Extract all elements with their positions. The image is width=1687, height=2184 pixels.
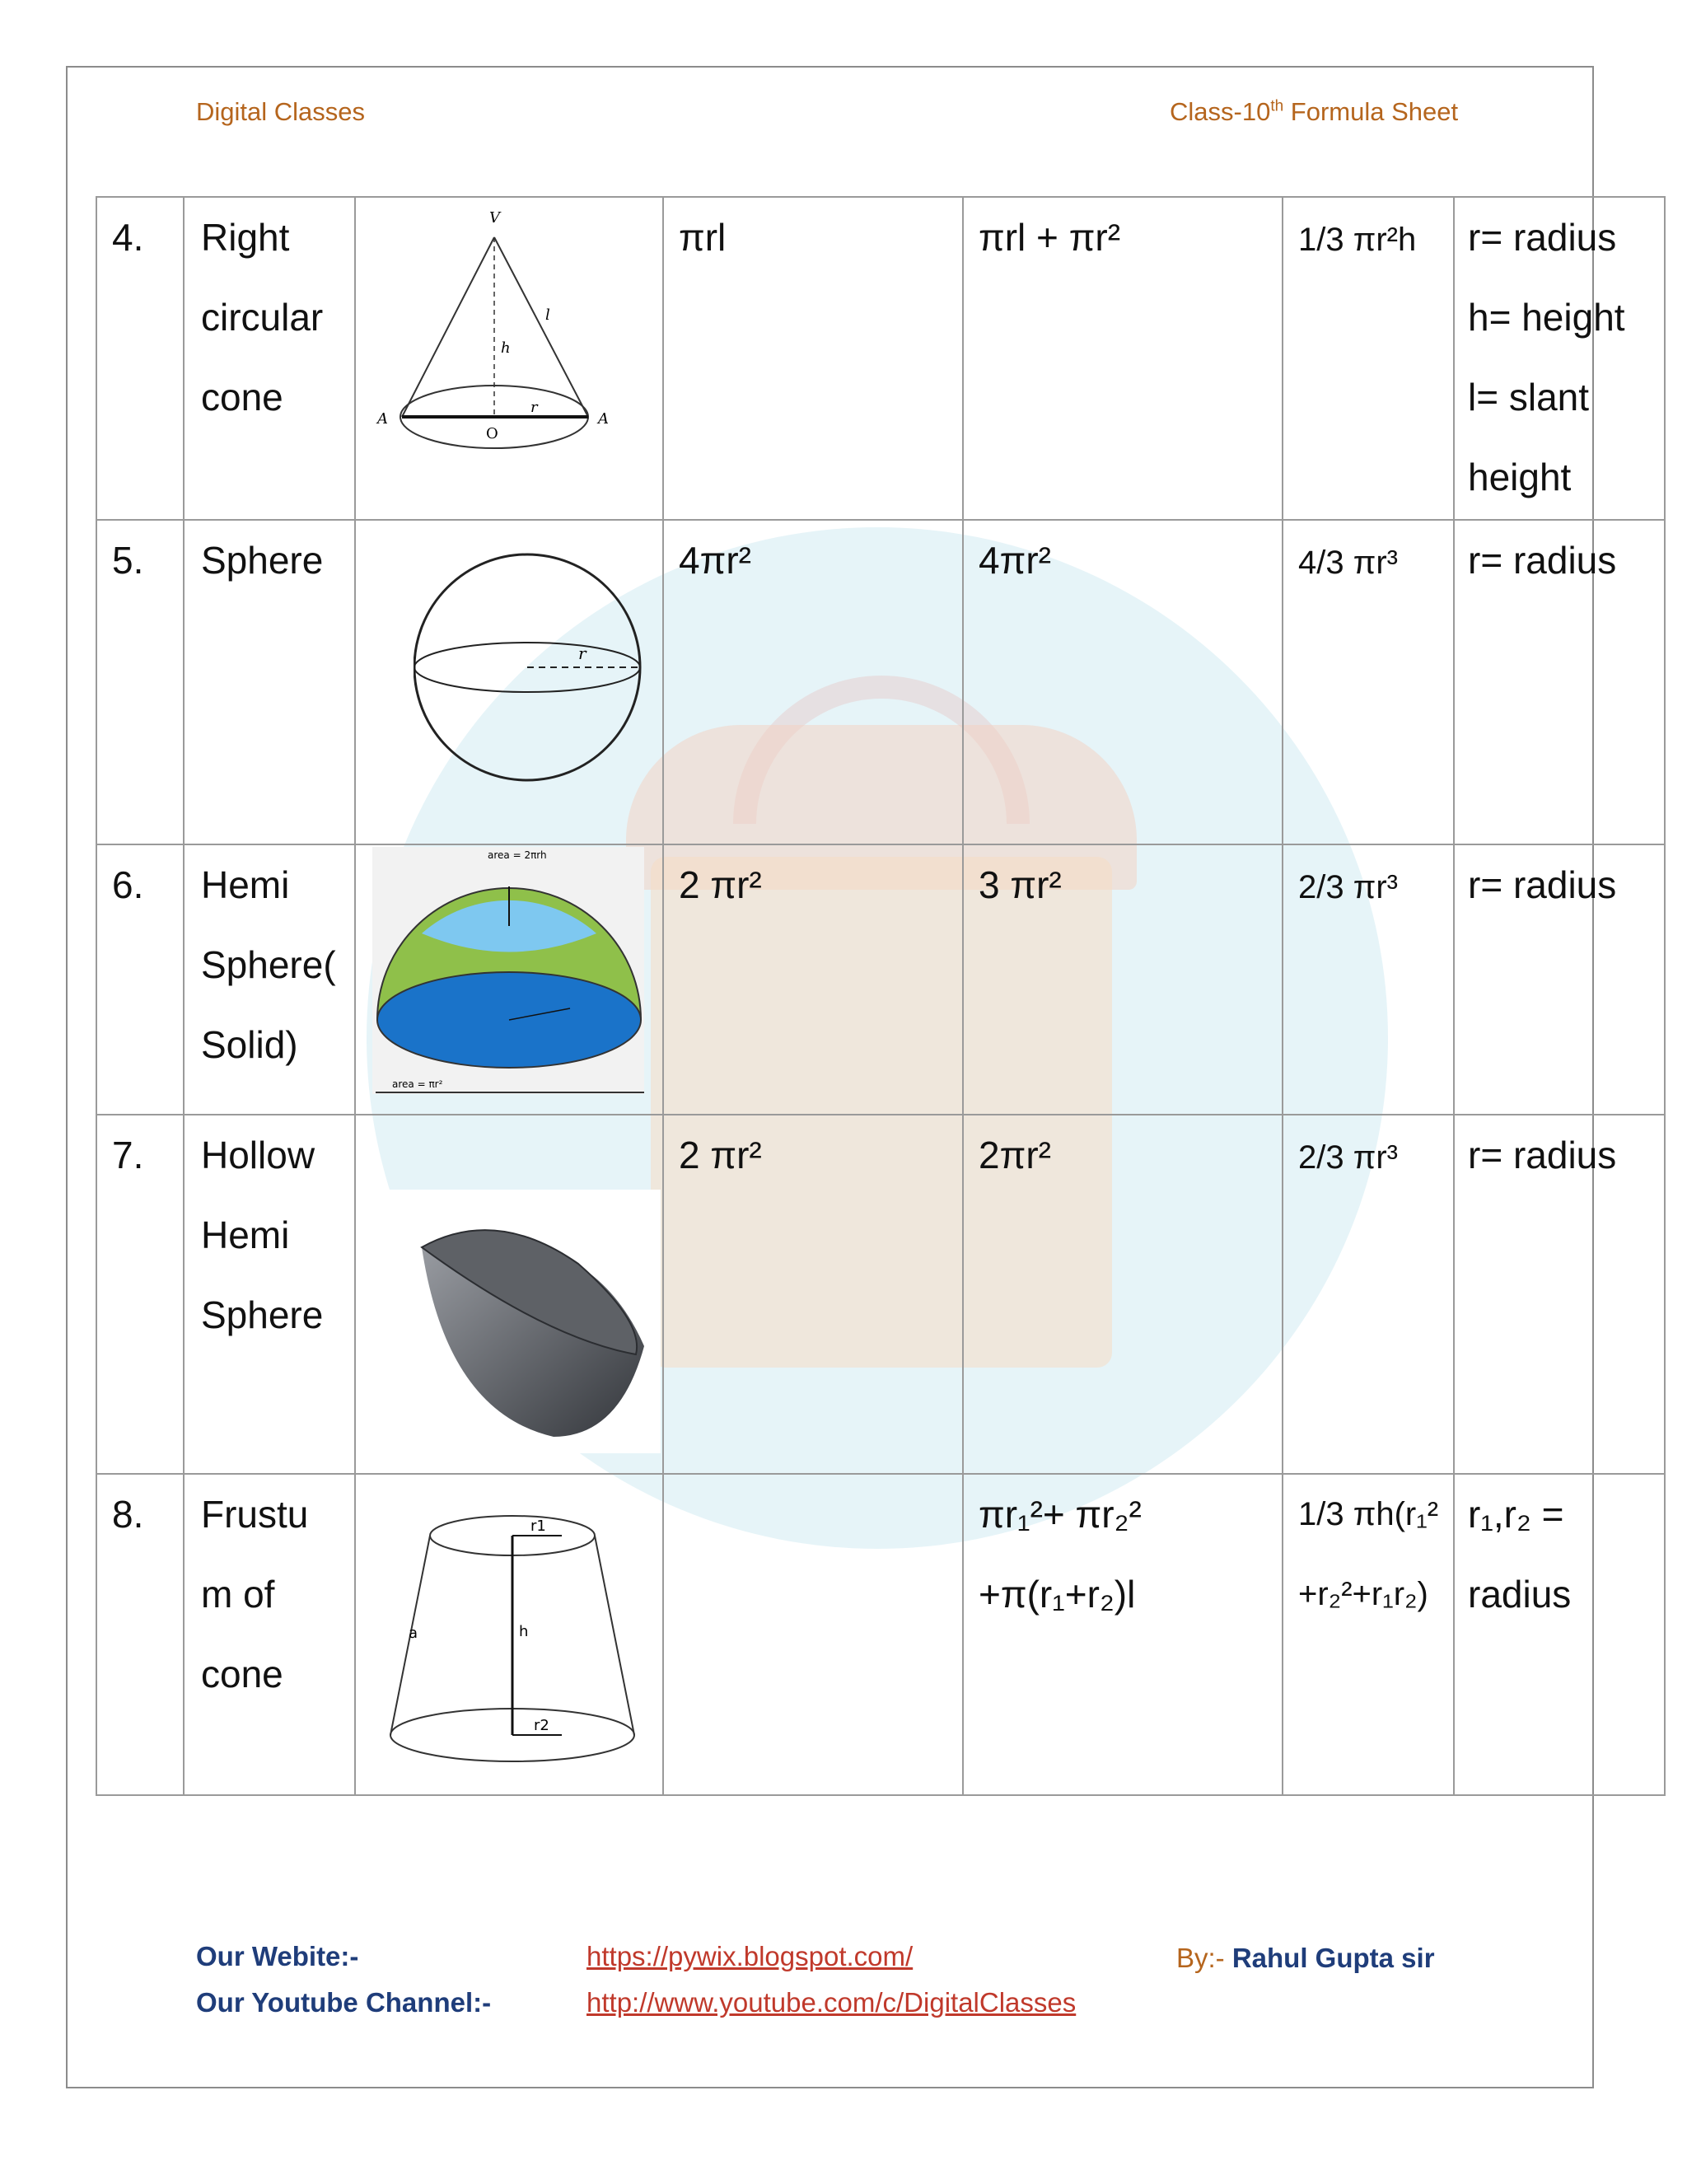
total-surface-area: 4πr² — [963, 520, 1283, 844]
row-number: 4. — [96, 197, 184, 520]
hollow-hemisphere-figure — [355, 1115, 663, 1474]
shape-name: Frustu m of cone — [184, 1474, 355, 1795]
svg-text:area = πr²: area = πr² — [392, 1078, 443, 1090]
row-number: 6. — [96, 844, 184, 1115]
svg-text:area = 2πrh: area = 2πrh — [488, 849, 547, 861]
svg-text:r: r — [578, 643, 586, 663]
variables: r= radius — [1454, 1115, 1665, 1474]
svg-text:V: V — [489, 209, 500, 227]
table-row — [96, 1115, 1665, 1474]
sheet-title: Class-10th Formula Sheet — [1170, 97, 1459, 126]
total-surface-area: 3 πr² — [963, 844, 1283, 1115]
table-row — [96, 520, 1665, 844]
hollow-hemisphere-icon — [372, 1190, 661, 1461]
volume: 1/3 πh(r₁² +r₂²+r₁r₂) — [1283, 1474, 1454, 1795]
brand-name: Digital Classes — [196, 97, 366, 126]
svg-text:O: O — [486, 425, 498, 442]
row-number: 7. — [96, 1115, 184, 1474]
frustum-figure — [355, 1474, 663, 1795]
total-surface-area: πr₁²+ πr₂² +π(r₁+r₂)l — [963, 1474, 1283, 1795]
row-number: 5. — [96, 520, 184, 844]
svg-text:h: h — [501, 339, 511, 357]
total-surface-area: 2πr² — [963, 1115, 1283, 1474]
volume: 2/3 πr³ — [1283, 1115, 1454, 1474]
sphere-icon — [414, 545, 661, 793]
svg-text:A: A — [598, 410, 609, 428]
hemisphere-icon — [372, 847, 652, 1102]
svg-text:l: l — [545, 306, 550, 324]
table-row — [96, 197, 1665, 520]
curved-surface-area: 4πr² — [663, 520, 963, 844]
variables: r₁,r₂ = radius — [1454, 1474, 1665, 1795]
svg-text:a: a — [409, 1625, 418, 1642]
curved-surface-area: 2 πr² — [663, 844, 963, 1115]
curved-surface-area: πrl — [663, 197, 963, 520]
shape-name: Sphere — [184, 520, 355, 844]
youtube-label: Our Youtube Channel:- — [196, 1987, 492, 2018]
cone-icon — [372, 204, 636, 468]
svg-text:h: h — [519, 1623, 529, 1640]
variables: r= radius h= height l= slant height — [1454, 197, 1665, 520]
svg-text:r: r — [530, 399, 538, 416]
variables: r= radius — [1454, 520, 1665, 844]
sphere-figure — [355, 520, 663, 844]
svg-text:r1: r1 — [530, 1518, 546, 1535]
hemisphere-figure — [355, 844, 663, 1115]
shape-name: Hemi Sphere( Solid) — [184, 844, 355, 1115]
volume: 1/3 πr²h — [1283, 197, 1454, 520]
shape-name: Hollow Hemi Sphere — [184, 1115, 355, 1474]
curved-surface-area: 2 πr² — [663, 1115, 963, 1474]
table-row — [96, 844, 1665, 1115]
curved-surface-area — [663, 1474, 963, 1795]
table-row — [96, 1474, 1665, 1795]
shape-name: Right circular cone — [184, 197, 355, 520]
website-label: Our Webite:- — [196, 1941, 359, 1971]
volume: 2/3 πr³ — [1283, 844, 1454, 1115]
variables: r= radius — [1454, 844, 1665, 1115]
cone-figure — [355, 197, 663, 520]
row-number: 8. — [96, 1474, 184, 1795]
total-surface-area: πrl + πr² — [963, 197, 1283, 520]
frustum-icon — [389, 1508, 636, 1771]
author-credit: By:- Rahul Gupta sir — [1176, 1943, 1435, 1973]
volume: 4/3 πr³ — [1283, 520, 1454, 844]
svg-text:r2: r2 — [534, 1717, 549, 1734]
formula-table — [96, 196, 1666, 1796]
youtube-link[interactable]: http://www.youtube.com/c/DigitalClasses — [586, 1987, 1077, 2018]
svg-text:A: A — [377, 410, 388, 428]
website-link[interactable]: https://pywix.blogspot.com/ — [586, 1941, 914, 1971]
